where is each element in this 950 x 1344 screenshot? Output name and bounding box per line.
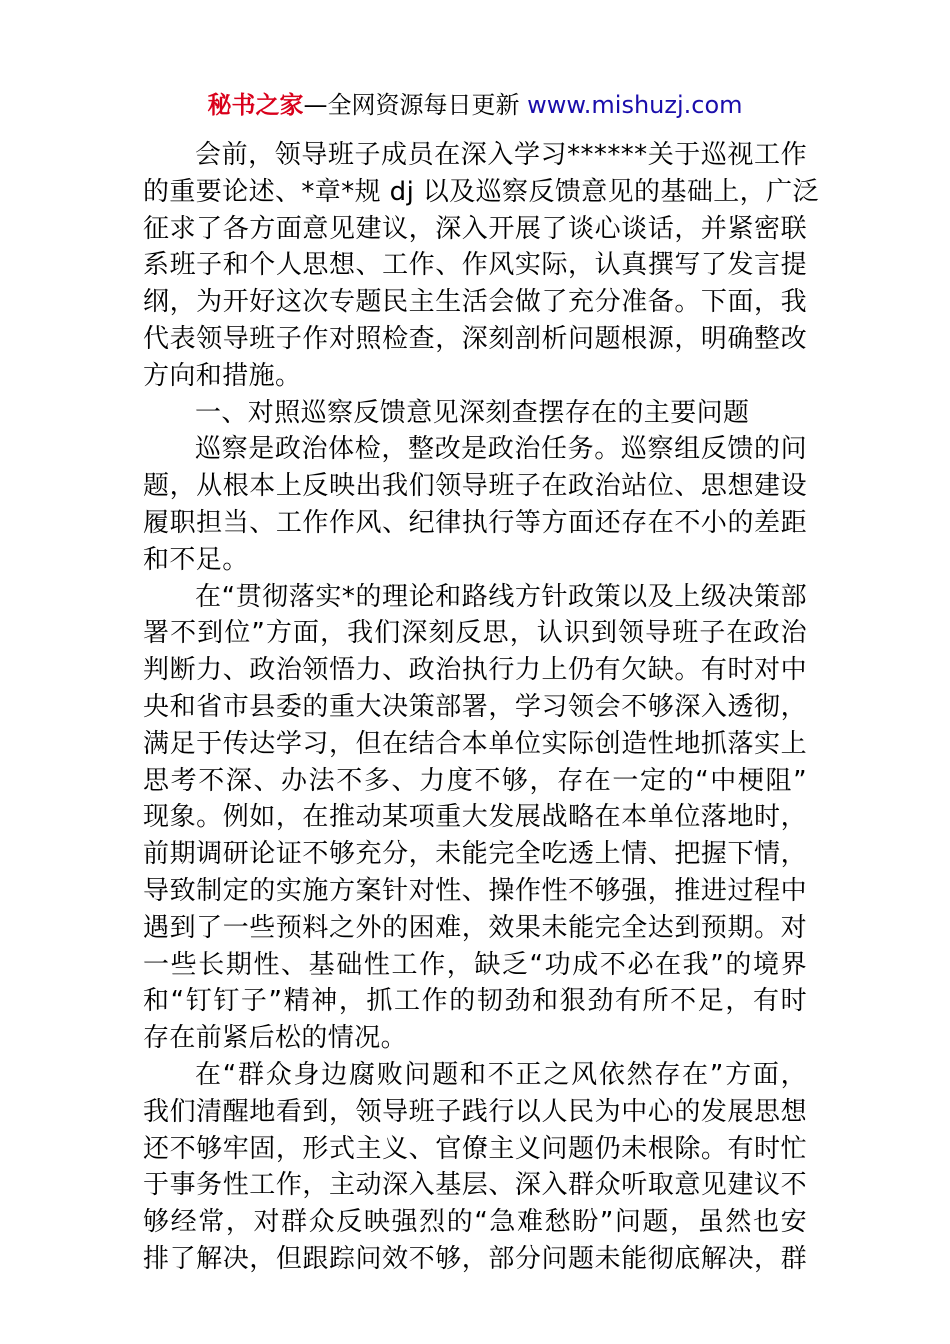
text-line: 满足于传达学习，但在结合本单位实际创造性地抓落实上 bbox=[143, 728, 807, 759]
text-line: 前期调研论证不够充分，未能完全吃透上情、把握下情， bbox=[143, 839, 807, 870]
site-header bbox=[0, 88, 950, 122]
text-line: 排了解决，但跟踪问效不够，部分问题未能彻底解决，群 bbox=[143, 1243, 807, 1274]
text-line: 现象。例如，在推动某项重大发展战略在本单位落地时， bbox=[143, 802, 807, 833]
text-line: 遇到了一些预料之外的困难，效果未能完全达到预期。对 bbox=[143, 912, 807, 943]
text-line: 我们清醒地看到，领导班子践行以人民为中心的发展思想 bbox=[143, 1096, 807, 1127]
text-line: 在“群众身边腐败问题和不正之风依然存在”方面， bbox=[195, 1059, 807, 1090]
text-line: 判断力、政治领悟力、政治执行力上仍有欠缺。有时对中 bbox=[143, 655, 807, 686]
text-line: 一些长期性、基础性工作，缺乏“功成不必在我”的境界 bbox=[143, 949, 807, 980]
text-line: 署不到位”方面，我们深刻反思，认识到领导班子在政治 bbox=[143, 618, 807, 649]
text-line: 纲，为开好这次专题民主生活会做了充分准备。下面，我 bbox=[143, 287, 807, 318]
site-brand: 秘书之家 bbox=[207, 91, 304, 119]
text-line: 系班子和个人思想、工作、作风实际，认真撰写了发言提 bbox=[143, 250, 807, 281]
document-body bbox=[143, 137, 819, 1278]
text-line: 题，从根本上反映出我们领导班子在政治站位、思想建设 bbox=[143, 471, 807, 502]
text-line: 方向和措施。 bbox=[143, 360, 302, 391]
text-line: 够经常，对群众反映强烈的“急难愁盼”问题，虽然也安 bbox=[143, 1207, 807, 1238]
text-line: 的重要论述、*章*规 dj 以及巡察反馈意见的基础上，广泛 bbox=[143, 176, 819, 207]
text-line: 会前，领导班子成员在深入学习******关于巡视工作 bbox=[195, 140, 807, 170]
text-line: 于事务性工作，主动深入基层、深入群众听取意见建议不 bbox=[143, 1170, 807, 1201]
text-line: 和不足。 bbox=[143, 544, 249, 575]
text-line: 思考不深、办法不多、力度不够，存在一定的“中梗阻” bbox=[143, 765, 807, 796]
text-line: 履职担当、工作作风、纪律执行等方面还存在不小的差距 bbox=[143, 507, 807, 538]
text-line: 和“钉钉子”精神，抓工作的韧劲和狠劲有所不足，有时 bbox=[143, 986, 807, 1017]
text-line: 存在前紧后松的情况。 bbox=[143, 1023, 408, 1054]
site-url-link[interactable]: www.mishuzj.com bbox=[527, 91, 743, 119]
text-line: 在“贯彻落实*的理论和路线方针政策以及上级决策部 bbox=[195, 581, 807, 612]
text-line: 导致制定的实施方案针对性、操作性不够强，推进过程中 bbox=[143, 875, 807, 906]
text-line: 一、对照巡察反馈意见深刻查摆存在的主要问题 bbox=[195, 397, 750, 428]
text-line: 还不够牢固，形式主义、官僚主义问题仍未根除。有时忙 bbox=[143, 1133, 807, 1164]
text-line: 央和省市县委的重大决策部署，学习领会不够深入透彻， bbox=[143, 691, 807, 722]
text-line: 代表领导班子作对照检查，深刻剖析问题根源，明确整改 bbox=[143, 323, 807, 354]
site-slogan: —全网资源每日更新 bbox=[303, 91, 520, 119]
text-line: 巡察是政治体检，整改是政治任务。巡察组反馈的问 bbox=[195, 434, 807, 465]
text-line: 征求了各方面意见建议，深入开展了谈心谈话，并紧密联 bbox=[143, 213, 807, 244]
